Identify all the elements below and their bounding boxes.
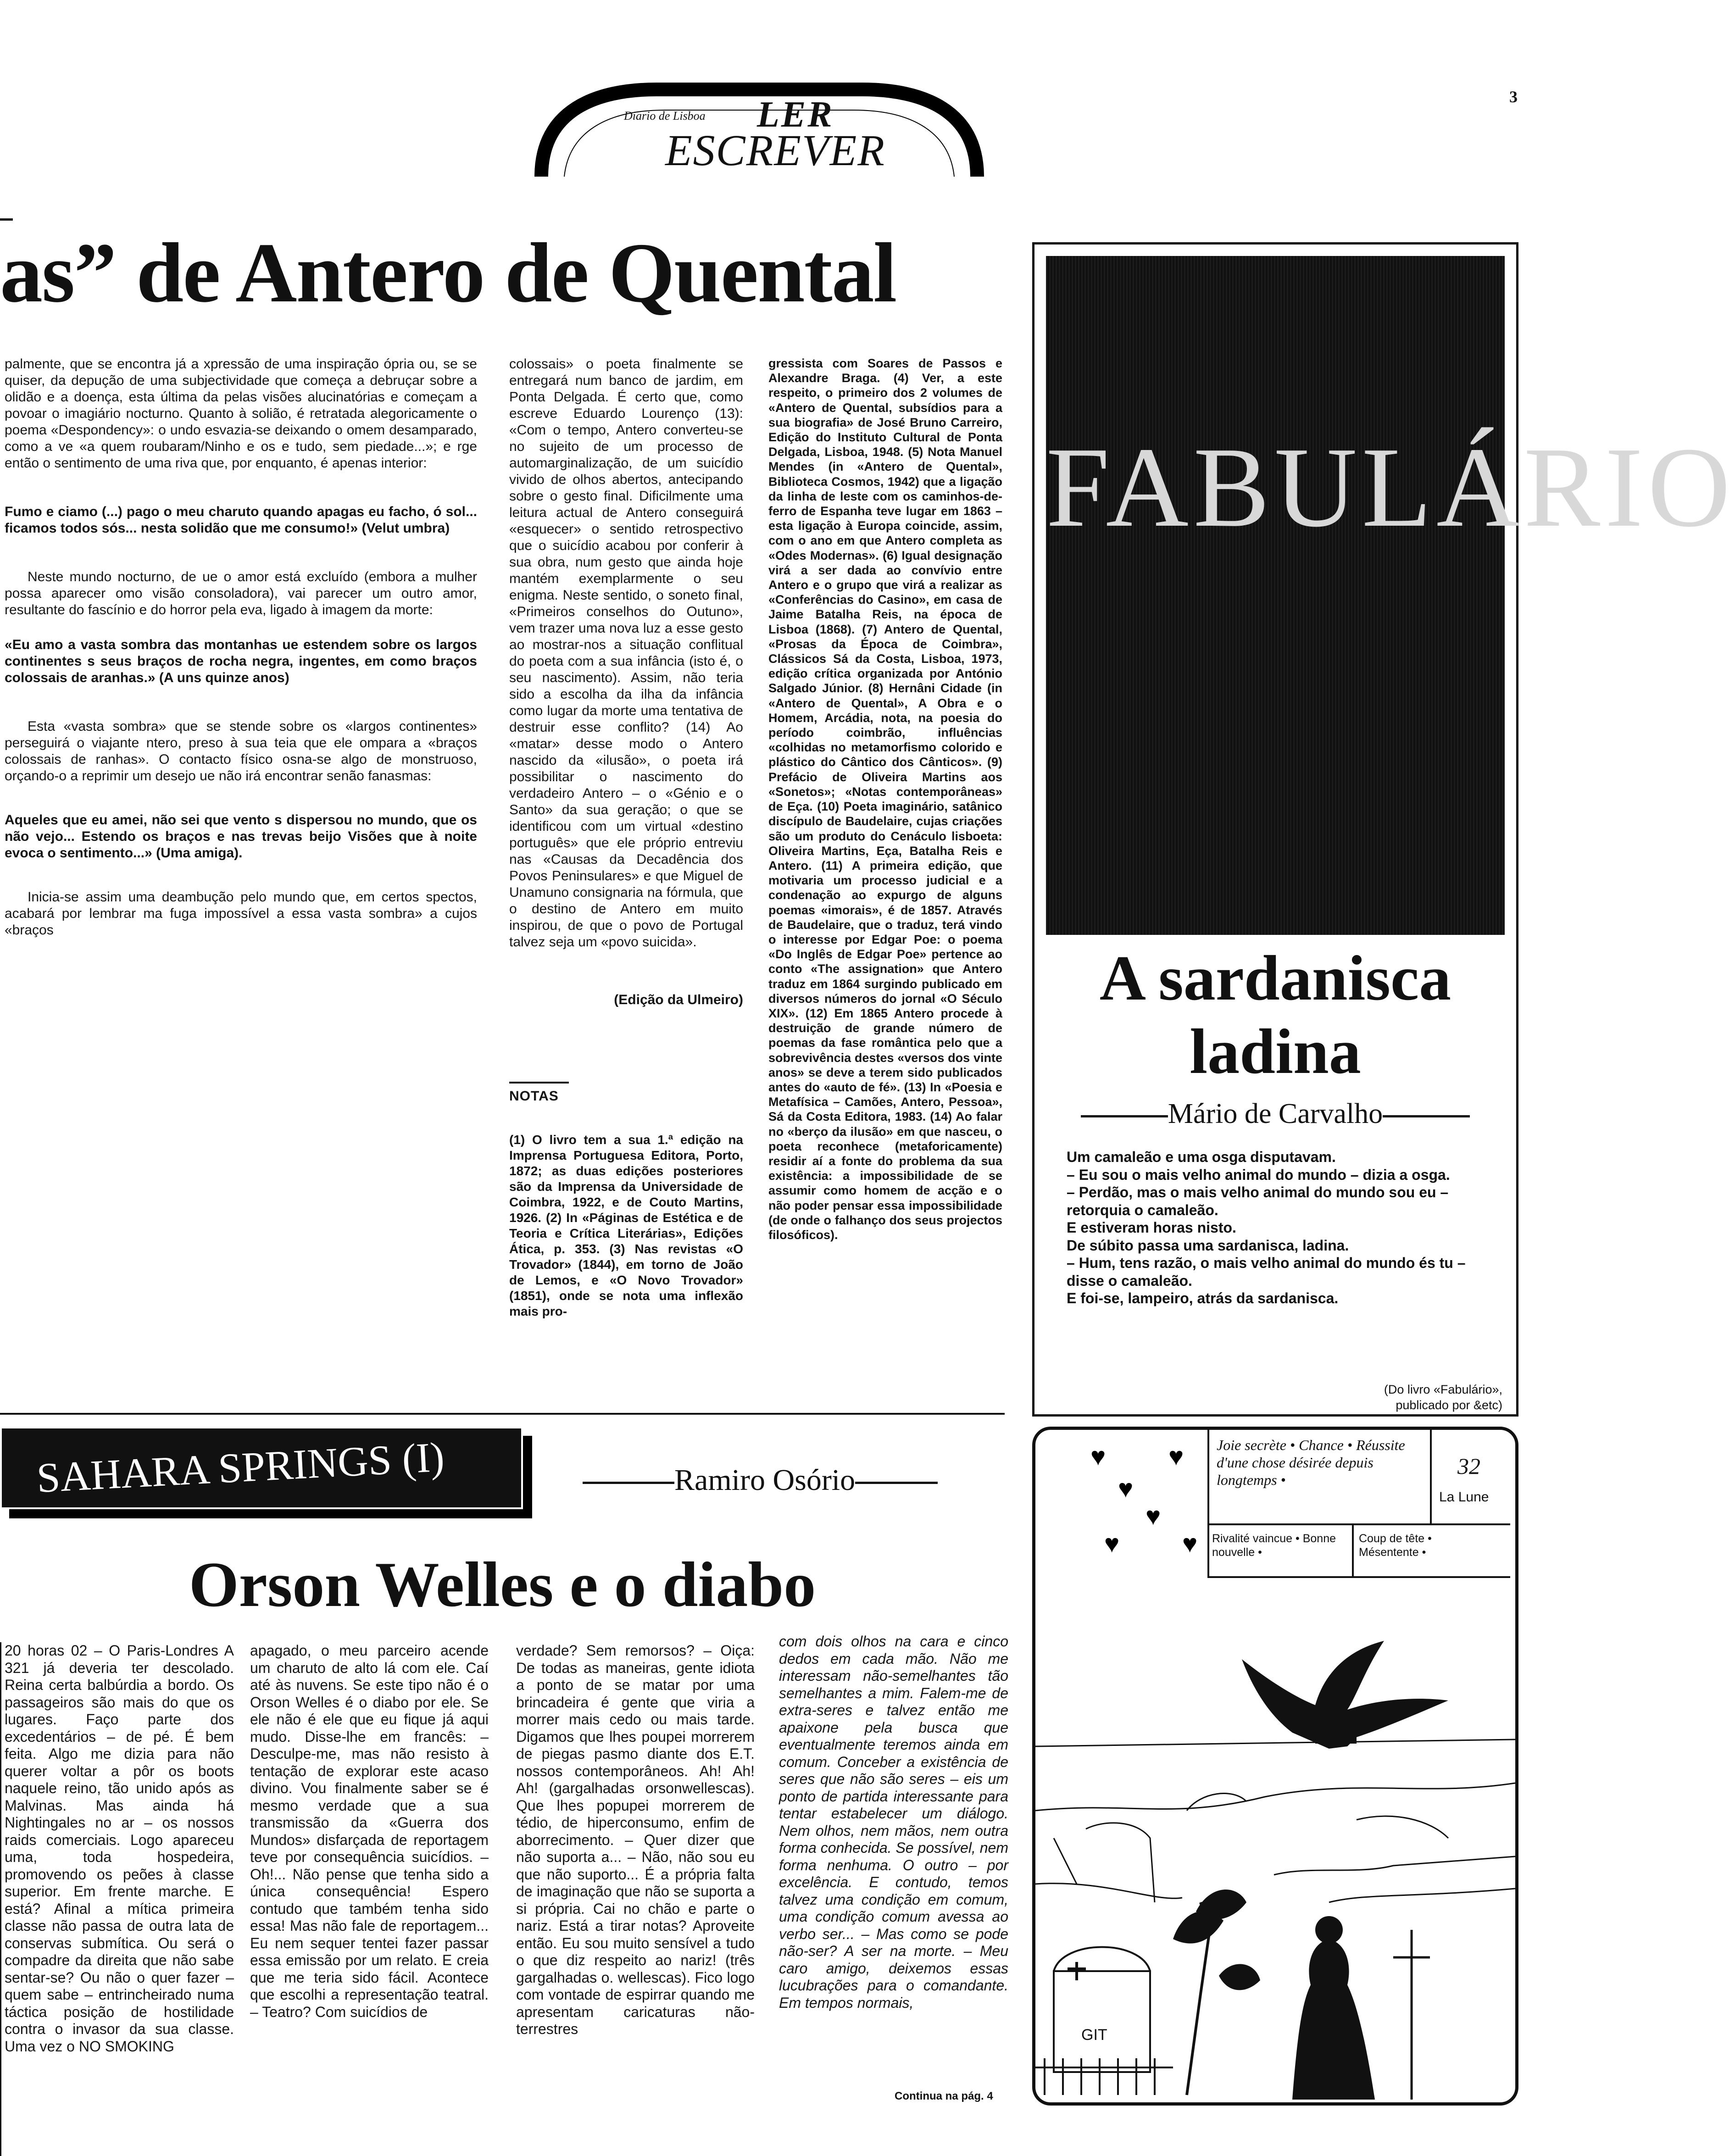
article2-headline: Orson Welles e o diabo — [189, 1549, 816, 1620]
article1-col1-b: Neste mundo nocturno, de ue o amor está excluído (embora a mulher possa aparecer omo visão consoladora), vai parecer um outro amor, resultante do fascínio e do horror pela eva, ligado à imagem da morte: — [5, 569, 477, 617]
cemetery-scene — [1035, 1889, 1430, 2100]
series-banner — [0, 1427, 541, 1523]
continued-note: Continua na pág. 4 — [895, 2090, 993, 2102]
article1-headline: as” de Antero de Quental — [0, 226, 896, 320]
sidebar-source-1: (Do livro «Fabulário», — [1384, 1383, 1502, 1396]
sidebar-author: Mário de Carvalho — [1168, 1098, 1383, 1129]
eagle-icon — [1242, 1641, 1448, 1749]
tarot-card — [1032, 1427, 1518, 2106]
fable-line: – Eu sou o mais velho animal do mundo – dizia a osga. — [1067, 1166, 1450, 1183]
article1-col2-text: colossais» o poeta finalmente se entregará num banco de jardim, em Ponta Delgada. É certo que, como escreve Eduardo Lourenço (13): «Com o tempo, Antero converteu-se no sujeito de um processo de automarginalização, de um suicídio vivido de olhos abertos, antecipando sobre o gesto final. Dificilmente uma leitura actual de Antero conseguirá «esquecer» o sentido retrospectivo que o suicídio acabou por conferir à sua obra, num gesto que ainda hoje mantém exemplarmente o seu enigma. Neste sentido, o soneto final, «Primeiros conselhos do Outuno», vem trazer uma nova luz a esse gesto ao mostrar-nos a situação conflitual do poeta com a sua infância (isto é, o seu nascimento). Assim, não teria sido a escolha da ilha da infância como lugar da morte uma tentativa de destruir esse conflito? (14) Ao «matar» desse modo o Antero nascido da «ilusão», o poeta irá possibilitar o nascimento do verdadeiro Antero – o «Génio e o Santo» da sua geração; o que se identificou com um virtual «destino português» que ele próprio entreviu nas «Causas da Decadência dos Povos Peninsulares» e que Miguel de Unamuno consignaria na fórmula, que o destino de Antero em muito inspirou, de que o povo de Portugal talvez seja um «povo suicida». — [509, 356, 743, 950]
card-name: La Lune — [1439, 1489, 1489, 1505]
article1-col1-a: palmente, que se encontra já a xpressão de uma inspiração ópria ou, se se quiser, da depução de uma subjectividade que começa a debruçar sobre a olidão e a doença, esta última da pelas visões alucinatórias e começam a povoar o imagiário nocturno. Quanto à solião, é retratada alegoricamente o poema «Despondency»: o undo esvazia-se deixando o omem desamparado, como a ve «a quem roubaram/Ninho e os e tudo, sem piedade...»; e rge então o sentimento de uma riva que, por enquanto, é apenas interior: — [5, 356, 477, 471]
article2-col1: 20 horas 02 – O Paris-Londres A 321 já deveria ter descolado. Reina certa balbúrdia a bordo. Os passageiros são mais do que os lugares. Faço parte dos excedentários – de pé. É bem feita. Algo me dizia para não querer voltar a pôr os boots naquele reino, tão unido após as Malvinas. Mas ainda há Nightingales no ar – os nossos raids comerciais. Logo apareceu uma, toda hospedeira, promovendo os peões à classe superior. Em frente marche. E está? Afinal a mítica primeira classe não passa de outra lata de conservas submítica. Ou será o compadre da direita que não sabe sentar-se? Ou não o quer fazer – quem sabe – entrincheirado numa táctica posição de hostilidade contra o invasor da sua classe. Uma vez o NO SMOKING — [5, 1642, 234, 2055]
masthead-title-top: LER — [757, 94, 834, 135]
article2-author: Ramiro Osório — [674, 1463, 856, 1497]
fable-line: Um camaleão e uma osga disputavam. — [1067, 1149, 1336, 1165]
series-title: SAHARA SPRINGS (I) — [35, 1433, 445, 1501]
page-left-edge — [0, 1642, 1, 2156]
article2-col3: verdade? Sem remorsos? – Oiça: De todas as maneiras, gente idiota a ponto de se matar por uma brincadeira é gente que viria a morrer mais cedo ou mais tarde. Digamos que lhes poupei morrerem de piegas pasmo diante dos E.T. nossos contemporâneos. Ah! Ah! Ah! (gargalhadas orsonwellescas). Que lhes popupei morrerem de tédio, de hiperconsumo, enfim de aborrecimento. – Quer dizer que não suporta a... – Não, não sou eu que não suporto... É a própria falta de imaginação que não se suporta a si própria. Cai no chão e parte o nariz. Está a tirar notas? Aproveite então. Eu sou muito sensível a tudo o que diz respeito ao nariz! (três gargalhadas o. wellescas). Fico logo com vontade de espirrar quando me apresentam caricaturas não-terrestres — [516, 1642, 755, 2037]
cover-title: FABULÁRIO — [1046, 424, 1735, 551]
card-mid-right: Coup de tête • Mésentente • — [1359, 1532, 1432, 1559]
heart-icon: ♥ — [1182, 1529, 1198, 1558]
ramiro-line-right — [855, 1482, 938, 1484]
article1-col1-d: Inicia-se assim uma deambução pelo mundo que, em certos spectos, acabará por lembrar ma fuga impossível a essa vasta sombra» a cujos «braços — [5, 889, 477, 938]
fable-line: – Hum, tens razão, o mais velho animal do mundo és tu – disse o camaleão. — [1067, 1255, 1466, 1289]
masthead-title-bottom: ESCREVER — [665, 126, 885, 175]
heart-icon: ♥ — [1146, 1501, 1161, 1530]
card-mid-left: Rivalité vaincue • Bonne nouvelle • — [1212, 1532, 1336, 1559]
cover-texture — [1046, 256, 1735, 935]
fabulario-cover-image — [1046, 256, 1735, 935]
notes-rule — [509, 1082, 569, 1084]
card-top-text: Joie secrète • Chance • Réussite d'une chose désirée depuis longtemps • — [1217, 1437, 1405, 1488]
sidebar-fable-text — [1067, 1148, 1498, 1307]
sidebar-author-row — [1048, 1098, 1502, 1130]
article1-col1 — [5, 356, 477, 939]
corner-dash — [0, 218, 13, 221]
tomb-text: GIT — [1081, 2026, 1107, 2044]
card-scene — [1035, 1581, 1515, 2100]
article1-quote1: Fumo e ciamo (...) pago o meu charuto quando apagas eu facho, ó sol... ficamos todos sós... nesta solidão que me consumo!» (Velut umbra) — [5, 504, 477, 536]
section-divider — [0, 1413, 1005, 1415]
sidebar-headline-1: A sardanisca — [1099, 943, 1451, 1014]
sidebar-headline-2: ladina — [1190, 1016, 1361, 1087]
heart-icon: ♥ — [1168, 1442, 1184, 1471]
sidebar-box — [1032, 242, 1735, 1417]
card-number: 32 — [1457, 1453, 1480, 1479]
masthead — [528, 83, 991, 179]
notes-col2: (1) O livro tem a sua 1.ª edição na Imprensa Portuguesa Editora, Porto, 1872; as duas edições posteriores são da Imprensa da Universidade de Coimbra, 1922, e de Couto Martins, 1926. (2) In «Páginas de Estética e de Teoria e Crítica Literárias», Edições Ática, p. 353. (3) Nas revistas «O Trovador» (1844), em torno de João de Lemos, e «O Novo Trovador» (1851), onde se nota uma inflexão mais pro- — [509, 1133, 743, 1318]
page-number: 3 — [1509, 88, 1518, 106]
heart-icon: ♥ — [1118, 1474, 1134, 1503]
heart-icon: ♥ — [1104, 1529, 1120, 1558]
article1-col2 — [509, 356, 743, 1319]
fable-line: De súbito passa uma sardanisca, ladina. — [1067, 1237, 1349, 1254]
fable-line: – Perdão, mas o mais velho animal do mundo sou eu – retorquia o camaleão. — [1067, 1184, 1449, 1218]
masthead-small: Diario de Lisboa — [624, 109, 706, 122]
article1-quote2: «Eu amo a vasta sombra das montanhas ue estendem sobre os largos continentes s seus braços de rocha negra, ingentes, em como braços colossais de aranhas.» (A uns quinze anos) — [5, 637, 477, 685]
card-mid-divider — [1352, 1525, 1354, 1578]
author-line-left — [1081, 1115, 1168, 1117]
article1-quote3: Aqueles que eu amei, não sei que vento s dispersou no mundo, que os não vejo... Estendo os braços e nas trevas beijo Visões que à noite evoca o sentimento...» (Uma amiga). — [5, 812, 477, 861]
notes-title: NOTAS — [509, 1089, 559, 1104]
article1-col1-c: Esta «vasta sombra» que se stende sobre os «largos continentes» perseguirá o viajante ntero, preso à sua teia que ele ompara a «braços colossais de ranhas». O contacto físico osna-se algo de monstruoso, orçando-o a reprimir um desejo ue não irá encontrar senão fanasmas: — [5, 719, 477, 783]
author-line-right — [1383, 1115, 1470, 1117]
ramiro-line-left — [583, 1482, 674, 1484]
fable-line: E foi-se, lampeiro, atrás da sardanisca. — [1067, 1290, 1339, 1306]
article1-credit: (Edição da Ulmeiro) — [614, 992, 743, 1007]
article1-notes-col3: gressista com Soares de Passos e Alexandre Braga. (4) Ver, a este respeito, o primeiro dos 2 volumes de «Antero de Quental, subsídios para a sua biografia» de José Bruno Carreiro, Edição do Instituto Cultural de Ponta Delgada, Lisboa, 1948. (5) Nota Manuel Mendes (in «Antero de Quental», Biblioteca Cosmos, 1942) que a ligação da linha de leste com os caminhos-de-ferro de Espanha teve lugar em 1863 – esta ligação à Europa coincide, assim, com o ano em que Antero completa as «Odes Modernas». (6) Igual designação virá a ser dada ao convívio entre Antero e o grupo que virá a realizar as «Conferências do Casino», em casa de Jaime Batalha Reis, na época de Lisboa (1868). (7) Antero de Quental, «Prosas da Época de Coimbra», Clássicos Sá da Costa, Lisboa, 1973, edição crítica organizada por António Salgado Júnior. (8) Hernâni Cidade (in «Antero de Quental», A Obra e o Homem, Arcádia, nota, na poesia do período coimbrão, influências «colhidas no metamorfismo colorido e plástico do Cântico dos Cânticos». (9) Prefácio de Oliveira Martins aos «Sonetos»; «Notas contemporâneas» de Eça. (10) Poeta imaginário, satânico discípulo de Baudelaire, cujas criações são um produto do Cenáculo lisboeta: Oliveira Martins, Eça, Batalha Reis e Antero. (11) A primeira edição, que motivaria um processo judicial e a condenação ao expurgo de alguns poemas «imorais», é de 1857. Através de Baudelaire, que o traduz, terá vindo o interesse por Edgar Poe: o poema «Do Inglês de Edgar Poe» pertence ao conto «The assignation» que Antero traduz em 1864 surgindo publicado em diversos números do jornal «O Século XIX». (12) Em 1865 Antero procede à destruição de grande número de poemas da fase romântica pelo que a sobrevivência destes «versos dos vinte anos» se deve a terem sido publicados antes do «auto de fé». (13) In «Poesia e Metafísica – Camões, Antero, Pessoa», Sá da Costa Editora, 1983. (14) Ao falar no «berço da ilusão» em que nasceu, o poeta reconhece (metaforicamente) residir aí a fonte do problema da sua existência: a impossibilidade de se assumir como homem de acção e o não poder pensar essa impossibilidade (de onde o falhanço dos seus projectos filosóficos). — [768, 356, 1002, 1242]
fable-line: E estiveram horas nisto. — [1067, 1219, 1236, 1236]
sidebar-source-2: publicado por &etc) — [1396, 1398, 1502, 1412]
article2-author-row — [583, 1464, 938, 1496]
article2-col2: apagado, o meu parceiro acende um charuto de alto lá com ele. Caí até às nuvens. Se este tipo não é o Orson Welles é o diabo por ele. Se ele não é ele que eu fique já aqui mudo. Disse-lhe em francês: – Desculpe-me, mas não resisto à tentação de explorar este acaso divino. Vou finalmente saber se é mesmo verdade que a sua transmissão da «Guerra dos Mundos» disfarçada de reportagem teve por consequência suicídios. – Oh!... Não pense que tenha sido a única consequência! Espero contudo que também tenha sido essa! Mas não fale de reportagem... Eu nem sequer tentei fazer passar essa emissão por um relato. E creia que me teria sido fácil. Acontece que escolhi a representação teatral. – Teatro? Com suicídios de — [250, 1642, 489, 2020]
article2-col4: com dois olhos na cara e cinco dedos em cada mão. Não me interessam não-semelhantes tão semelhantes a mim. Falem-me de extra-seres e talvez então me apaixone pela busca que eventualmente teremos ainda em comum. Conceber a existência de seres que não são seres – eis um ponto de partida interessante para tentar estabelecer um diálogo. Nem olhos, nem mãos, nem outra forma conhecida. Se possível, nem forma nenhuma. O outro – por excelência. E contudo, temos talvez uma condição em comum, uma condição comum avessa ao verbo ser... – Mas como se pode não-ser? A ser na morte. – Meu caro amigo, deixemos essas lucubrações para o comandante. Em tempos normais, — [779, 1633, 1008, 2011]
heart-icon: ♥ — [1090, 1442, 1106, 1471]
